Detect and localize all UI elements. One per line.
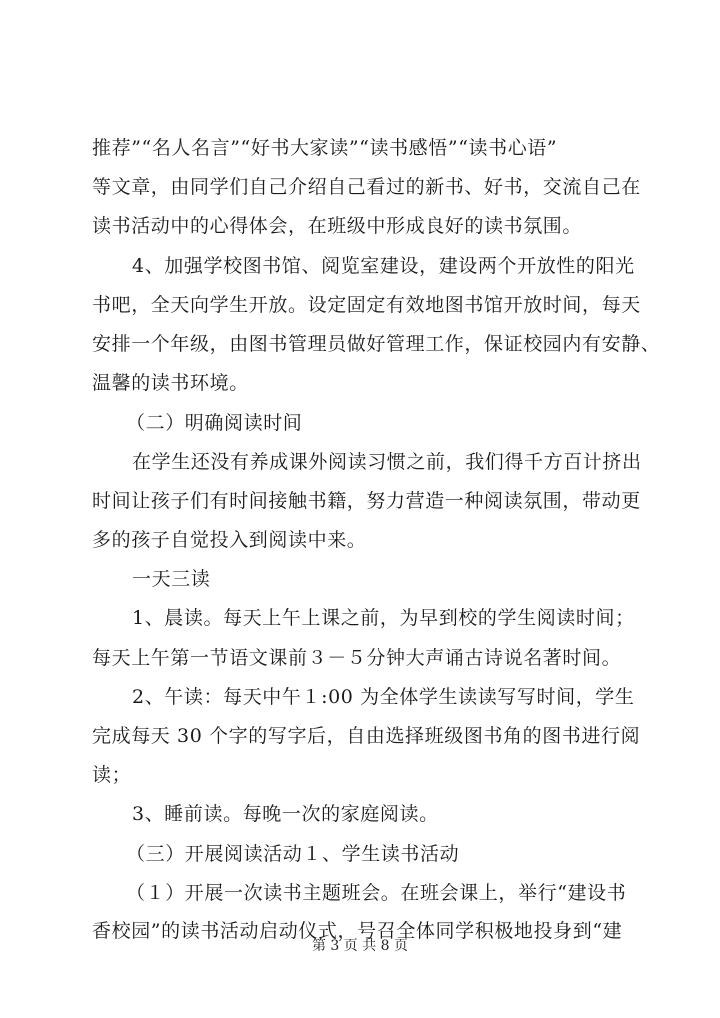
text-line: 书吧，全天向学生开放。设定固定有效地图书馆开放时间，每天 xyxy=(92,294,641,316)
text-line: 等文章，由同学们自己介绍自己看过的新书、好书，交流自己在 xyxy=(92,176,641,198)
text-line: 2、午读：每天中午１:00 为全体学生读读写写时间，学生 xyxy=(132,686,635,708)
text-line: 推荐”“名人名言”“好书大家读”“读书感悟”“读书心语” xyxy=(92,137,558,159)
text-line: （１）开展一次读书主题班会。在班会课上，举行“建设书 xyxy=(126,882,627,904)
text-line: 读书活动中的心得体会，在班级中形成良好的读书氛围。 xyxy=(92,215,583,237)
text-line: 在学生还没有养成课外阅读习惯之前，我们得千方百计挤出 xyxy=(132,451,642,473)
text-line: 时间让孩子们有时间接触书籍，努力营造一种阅读氛围，带动更 xyxy=(92,490,641,512)
text-line: 读； xyxy=(92,764,132,786)
text-line: 1、晨读。每天上午上课之前，为早到校的学生阅读时间； xyxy=(132,607,635,629)
text-line: 香校园”的读书活动启动仪式，号召全体同学积极地投身到“建 xyxy=(92,920,623,942)
text-line: 每天上午第一节语文课前３－５分钟大声诵古诗说名著时间。 xyxy=(92,647,622,669)
page-number-footer: 第 3 页 共 8 页 xyxy=(311,938,409,954)
text-line: 4、加强学校图书馆、阅览室建设，建设两个开放性的阳光 xyxy=(132,255,635,277)
text-line: 温馨的读书环境。 xyxy=(92,372,249,394)
section-heading: （二）明确阅读时间 xyxy=(126,412,303,434)
section-heading: （三）开展阅读活动１、学生读书活动 xyxy=(126,843,460,865)
text-line: 完成每天 30 个字的写字后，自由选择班级图书角的图书进行阅 xyxy=(92,725,641,747)
subheading: 一天三读 xyxy=(132,568,211,590)
text-line: 安排一个年级，由图书管理员做好管理工作，保证校园内有安静、 xyxy=(92,333,661,355)
text-line: 3、睡前读。每晚一次的家庭阅读。 xyxy=(132,803,439,825)
text-line: 多的孩子自觉投入到阅读中来。 xyxy=(92,529,367,551)
